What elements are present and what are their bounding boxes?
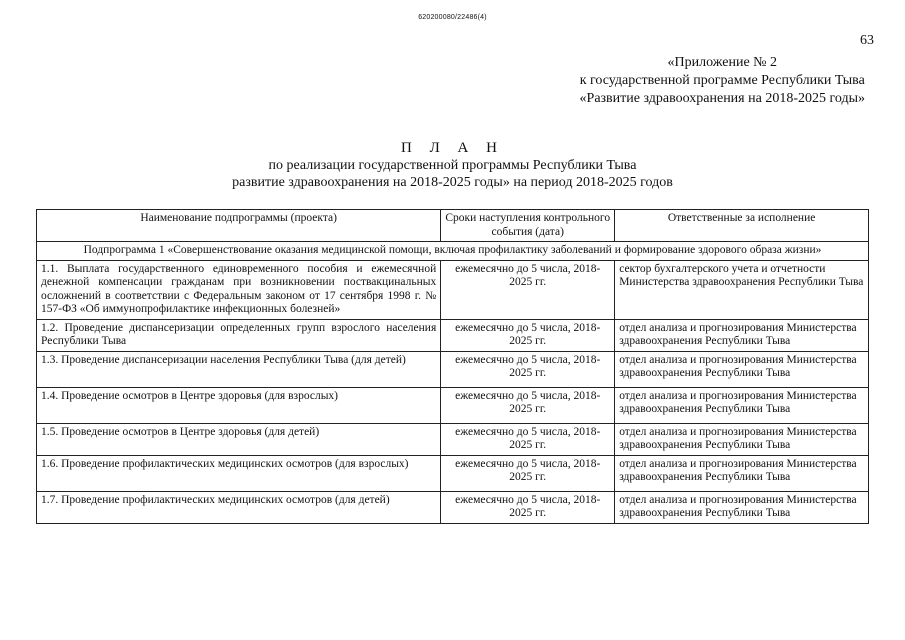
row-responsible: отдел анализа и прогнозирования Министерства здравоохранения Республики Тыва	[615, 491, 869, 523]
table-row	[37, 260, 869, 319]
row-name: 1.3. Проведение диспансеризации населения Республики Тыва (для детей)	[37, 351, 441, 387]
plan-subtitle-line-1: по реализации государственной программы Республики Тыва	[268, 158, 637, 173]
row-responsible: отдел анализа и прогнозирования Министерства здравоохранения Республики Тыва	[615, 319, 869, 351]
table-header-row	[37, 210, 869, 242]
row-name: 1.1. Выплата государственного единовременного пособия и ежемесячной денежной компенсации гражданам при возникновении поствакцинальных осложнений в соответствии с Федеральным законом от 17 сентября 1998 г. № 157-ФЗ «Об иммунопрофилактике инфекционных болезней»	[37, 260, 441, 319]
row-date: ежемесячно до 5 числа, 2018-2025 гг.	[441, 491, 615, 523]
appendix-line-3: «Развитие здравоохранения на 2018-2025 годы»	[579, 91, 865, 106]
table-row	[37, 491, 869, 523]
plan-subtitle-line-2: развитие здравоохранения на 2018-2025 годы» на период 2018-2025 годов	[232, 175, 673, 190]
row-responsible: отдел анализа и прогнозирования Министерства здравоохранения Республики Тыва	[615, 455, 869, 491]
appendix-block	[580, 54, 865, 108]
row-date: ежемесячно до 5 числа, 2018-2025 гг.	[441, 455, 615, 491]
row-date: ежемесячно до 5 числа, 2018-2025 гг.	[441, 387, 615, 423]
plan-heading	[0, 140, 905, 191]
plan-title: П Л А Н	[401, 140, 504, 156]
table-row	[37, 387, 869, 423]
subprogram-title: Подпрограмма 1 «Совершенствование оказания медицинской помощи, включая профилактику заболеваний и формирование здорового образа жизни»	[37, 242, 869, 261]
header-responsible: Ответственные за исполнение	[615, 210, 869, 242]
appendix-line-1: «Приложение № 2	[667, 55, 778, 70]
appendix-line-2: к государственной программе Республики Тыва	[579, 73, 865, 88]
row-date: ежемесячно до 5 числа, 2018-2025 гг.	[441, 319, 615, 351]
table-row	[37, 423, 869, 455]
subprogram-row	[37, 242, 869, 261]
row-date: ежемесячно до 5 числа, 2018-2025 гг.	[441, 260, 615, 319]
page-number: 63	[860, 33, 874, 48]
row-responsible: отдел анализа и прогнозирования Министерства здравоохранения Республики Тыва	[615, 351, 869, 387]
document-code: 620200080/22486(4)	[418, 14, 487, 21]
row-name: 1.2. Проведение диспансеризации определенных групп взрослого населения Республики Тыва	[37, 319, 441, 351]
row-name: 1.7. Проведение профилактических медицинских осмотров (для детей)	[37, 491, 441, 523]
row-responsible: отдел анализа и прогнозирования Министерства здравоохранения Республики Тыва	[615, 387, 869, 423]
table-row	[37, 351, 869, 387]
row-name: 1.5. Проведение осмотров в Центре здоровья (для детей)	[37, 423, 441, 455]
plan-table	[36, 209, 869, 524]
header-name: Наименование подпрограммы (проекта)	[37, 210, 441, 242]
row-name: 1.6. Проведение профилактических медицинских осмотров (для взрослых)	[37, 455, 441, 491]
header-date: Сроки наступления контрольного события (дата)	[441, 210, 615, 242]
row-responsible: сектор бухгалтерского учета и отчетности Министерства здравоохранения Республики Тыва	[615, 260, 869, 319]
table-row	[37, 455, 869, 491]
row-responsible: отдел анализа и прогнозирования Министерства здравоохранения Республики Тыва	[615, 423, 869, 455]
row-date: ежемесячно до 5 числа, 2018-2025 гг.	[441, 351, 615, 387]
table-row	[37, 319, 869, 351]
row-date: ежемесячно до 5 числа, 2018-2025 гг.	[441, 423, 615, 455]
row-name: 1.4. Проведение осмотров в Центре здоровья (для взрослых)	[37, 387, 441, 423]
